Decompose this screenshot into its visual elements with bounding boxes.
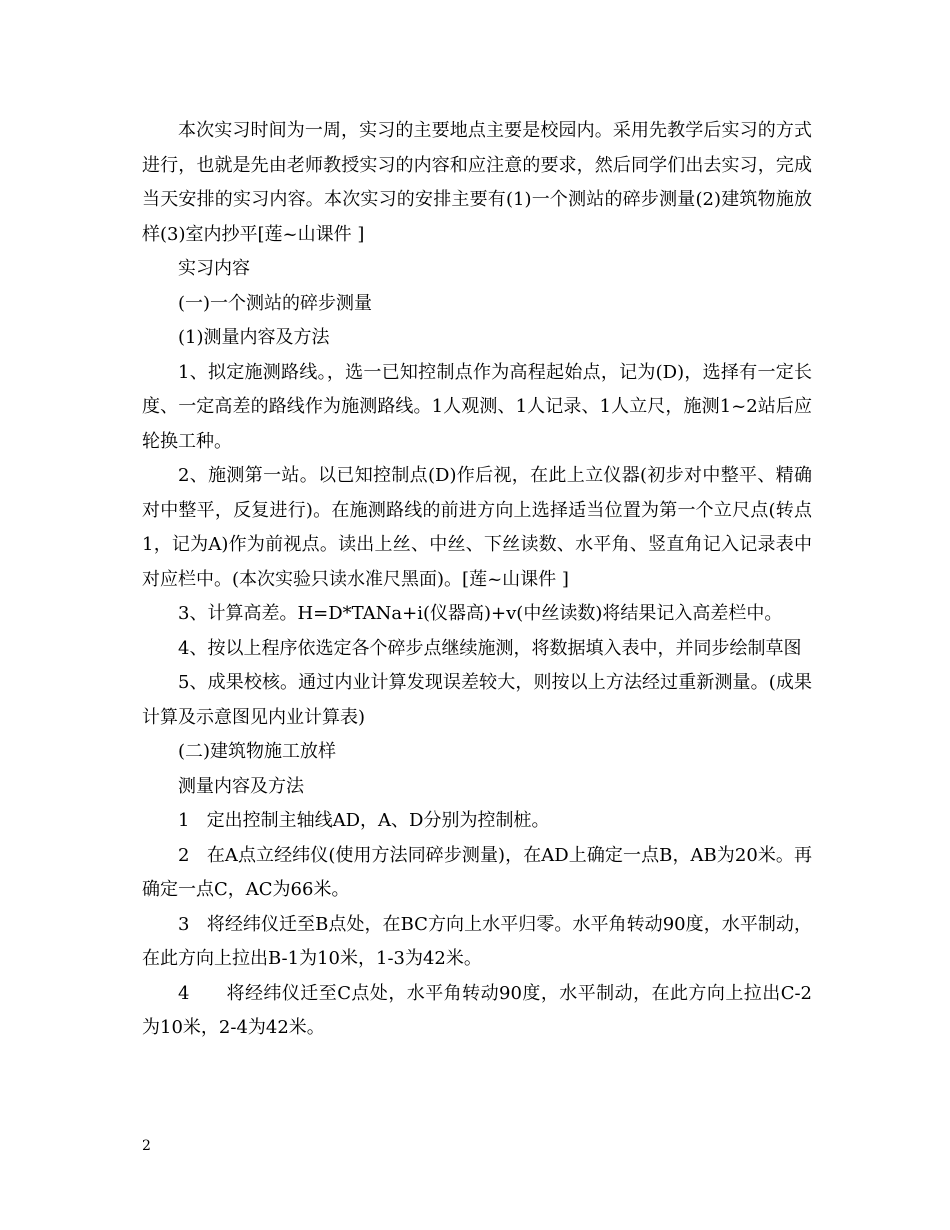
paragraph-step-1: 1、拟定施测路线。，选一已知控制点作为高程起始点，记为(D)，选择有一定长度、一定高差的路线作为施测路线。1人观测、1人记录、1人立尺，施测1~2站后应轮换工种。 — [142, 361, 812, 452]
paragraph-layout-1: 1 定出控制主轴线AD，A、D分别为控制桩。 — [178, 810, 550, 831]
document-body — [142, 114, 812, 1046]
heading-section-two: (二)建筑物施工放样 — [178, 741, 337, 762]
paragraph-step-2: 2、施测第一站。以已知控制点(D)作后视，在此上立仪器(初步对中整平、精确对中整平，反复进行)。在施测路线的前进方向上选择适当位置为第一个立尺点(转点1，记为A)作为前视点。读出上丝、中丝、下丝读数、水平角、竖直角记入记录表中对应栏中。(本次实验只读水准尺黑面)。[莲~山课件 ] — [142, 465, 812, 590]
heading-measure-method-2: 测量内容及方法 — [178, 775, 304, 797]
heading-measure-method: (1)测量内容及方法 — [178, 327, 330, 348]
paragraph-step-4: 4、按以上程序依选定各个碎步点继续施测，将数据填入表中，并同步绘制草图 — [178, 637, 802, 659]
paragraph-step-5: 5、成果校核。通过内业计算发现误差较大，则按以上方法经过重新测量。(成果计算及示意图见内业计算表) — [142, 672, 812, 728]
paragraph-step-3: 3、计算高差。H=D*TANa+i(仪器高)+v(中丝读数)将结果记入高差栏中。 — [178, 603, 783, 624]
heading-section-one: (一)一个测站的碎步测量 — [178, 292, 373, 314]
paragraph-layout-3: 3 将经纬仪迁至B点处，在BC方向上水平归零。水平角转动90度，水平制动，在此方向上拉出B-1为10米，1-3为42米。 — [142, 913, 812, 969]
paragraph-intro: 本次实习时间为一周，实习的主要地点主要是校园内。采用先教学后实习的方式进行，也就是先由老师教授实习的内容和应注意的要求，然后同学们出去实习，完成当天安排的实习内容。本次实习的安排主要有(1)一个测站的碎步测量(2)建筑物施放样(3)室内抄平[莲~山课件 ] — [142, 120, 812, 245]
paragraph-layout-2: 2 在A点立经纬仪(使用方法同碎步测量)，在AD上确定一点B，AB为20米。再确定一点C，AC为66米。 — [142, 844, 812, 900]
paragraph-layout-4: 4 将经纬仪迁至C点处，水平角转动90度，水平制动，在此方向上拉出C-2为10米，2-4为42米。 — [142, 982, 812, 1038]
page-number: 2 — [142, 1138, 151, 1154]
heading-practice-content: 实习内容 — [178, 258, 250, 279]
